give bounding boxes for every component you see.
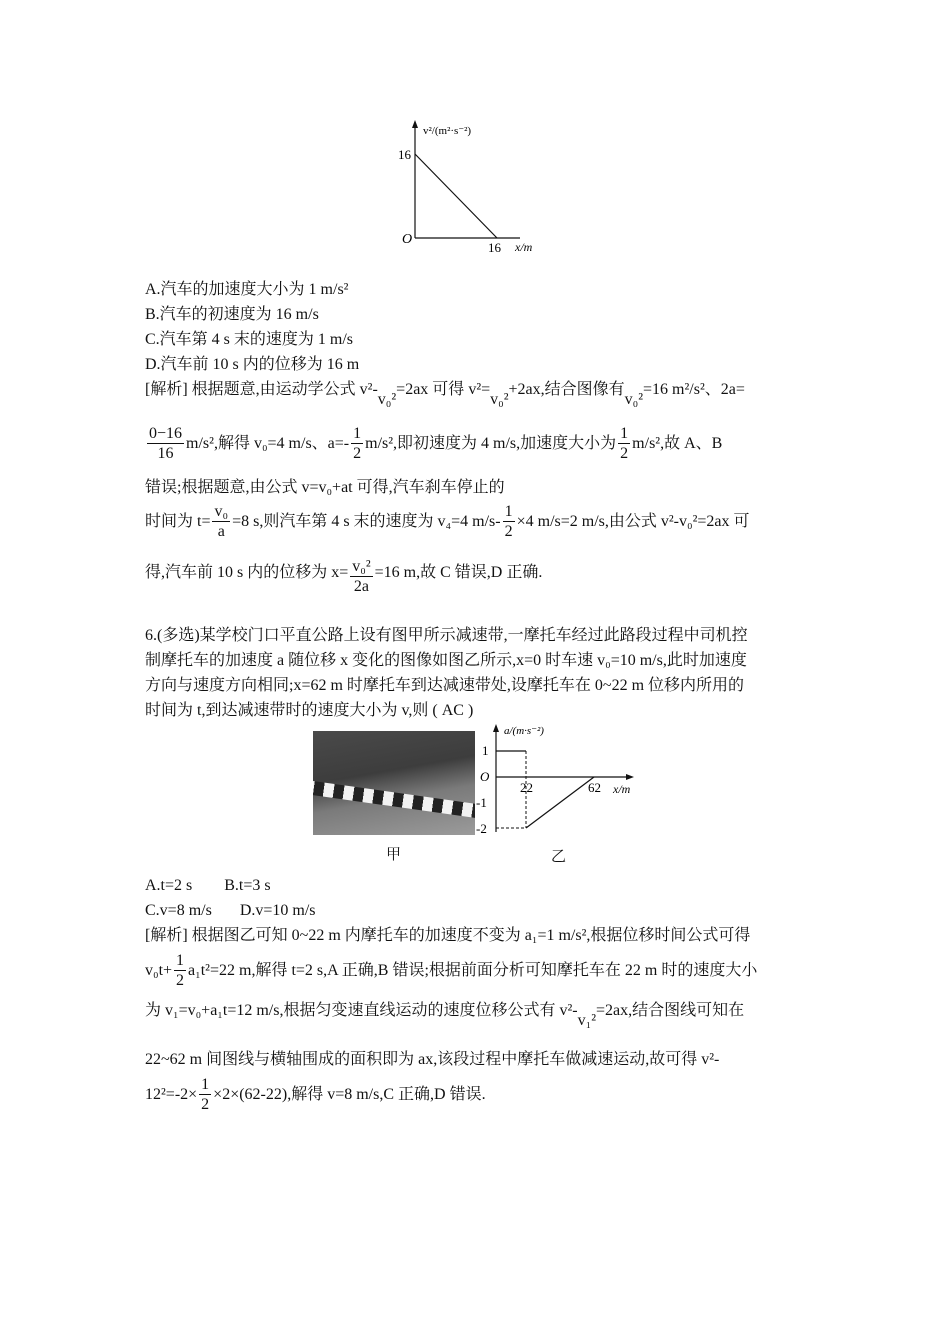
origin-label: O: [402, 232, 413, 247]
q6-analysis-line1: [解析] 根据图乙可知 0~22 m 内摩托车的加速度不变为 a₁=1 m/s²,根据位移时间公式可得: [145, 927, 751, 944]
q6-analysis-line4: 22~62 m 间图线与横轴围成的面积即为 ax,该段过程中摩托车做减速运动,故可得 v²-: [145, 1051, 720, 1068]
q6-stem-line4: 时间为 t,到达减速带时的速度大小为 v,则 ( AC ): [145, 702, 474, 719]
caption-yi: 乙: [551, 849, 567, 865]
caption-jia: 甲: [386, 847, 402, 863]
x-tick-62: 62: [588, 780, 601, 795]
x-tick-label: 16: [488, 240, 501, 255]
x-tick-22: 22: [520, 780, 533, 795]
q6-analysis-line5: 12²=-2× $\frac{1}{2}$ ×2×(62-22),解得 v=8 m/s,C 正确,D 错误.: [145, 1076, 486, 1113]
y-tick-1: 1: [482, 743, 489, 758]
y-axis-arrow: [493, 724, 499, 732]
q6-analysis-line3: 为 v₁=v₀+a₁t=12 m/s,根据匀变速直线运动的速度位移公式有 v²-v₁²=2ax,结合图线可知在: [145, 1002, 745, 1029]
x-axis-label: x/m: [613, 782, 631, 796]
graph-line: [415, 154, 497, 238]
x-axis-arrow: [626, 774, 634, 780]
q5-option-d: D.汽车前 10 s 内的位移为 16 m: [145, 356, 360, 373]
y-axis-label: v²/(m²·s⁻²): [423, 125, 472, 137]
q5-analysis-line4: 时间为 t= $\frac{\text{v₀}}{a}$ =8 s,则汽车第 4 s 末的速度为 v₄=4 m/s- $\frac{1}{2}$ ×4 m/s=2 m/s,由公式 v²-v₀²=2ax 可: [145, 503, 750, 540]
q6-stem-line2: 制摩托车的加速度 a 随位移 x 变化的图像如图乙所示,x=0 时车速 v₀=10 m/s,此时加速度: [145, 652, 747, 669]
y-tick-minus2: -2: [476, 821, 487, 835]
q6-stem-line1: 6.(多选)某学校门口平直公路上设有图甲所示减速带,一摩托车经过此路段过程中司机控: [145, 627, 748, 644]
q6-options-row1: A.t=2 s B.t=3 s: [145, 877, 271, 894]
x-axis-label: x/m: [515, 240, 533, 254]
q6-options-row2: C.v=8 m/s D.v=10 m/s: [145, 902, 316, 919]
speed-bump-photo: [313, 731, 475, 835]
a-x-graph: [470, 720, 650, 835]
q6-analysis-line2: v₀t+ $\frac{1}{2}$ a₁t²=22 m,解得 t=2 s,A 正确,B 错误;根据前面分析可知摩托车在 22 m 时的速度大小: [145, 952, 758, 989]
y-axis-arrow: [412, 120, 418, 128]
y-tick-minus1: -1: [476, 795, 487, 810]
speed-bump: [313, 780, 475, 820]
segment-ramp: [526, 777, 594, 828]
q6-stem-line3: 方向与速度方向相同;x=62 m 时摩托车到达减速带处,设摩托车在 0~22 m 位移内所用的: [145, 677, 745, 694]
v2-x-graph: [390, 118, 520, 258]
y-tick-label: 16: [398, 147, 411, 162]
q5-option-a: A.汽车的加速度大小为 1 m/s²: [145, 281, 349, 298]
origin-label: O: [480, 769, 490, 784]
q5-option-b: B.汽车的初速度为 16 m/s: [145, 306, 319, 323]
q5-analysis-line1: [解析] 根据题意,由运动学公式 v²-v₀²=2ax 可得 v²=v₀²+2ax,结合图像有v₀²=16 m²/s²、2a=: [145, 381, 745, 408]
fraction-0-16: $\frac{0-16}{16}$: [149, 425, 183, 462]
q5-analysis-line5: 得,汽车前 10 s 内的位移为 x= $\frac{\text{v₀²}}{2a}$ =16 m,故 C 错误,D 正确.: [145, 558, 543, 595]
q5-analysis-line2: $\frac{0-16}{16}$ m/s²,解得 v₀=4 m/s、a=- $\frac{1}{2}$ m/s²,即初速度为 4 m/s,加速度大小为 $\frac{1}{2}$ m/s²,故 A、B: [149, 425, 723, 462]
y-axis-label: a/(m·s⁻²): [504, 725, 544, 737]
x-axis-label-wrap: [513, 237, 553, 257]
q5-option-c: C.汽车第 4 s 末的速度为 1 m/s: [145, 331, 354, 348]
q5-analysis-line3: 错误;根据题意,由公式 v=v₀+at 可得,汽车刹车停止的: [145, 479, 505, 496]
